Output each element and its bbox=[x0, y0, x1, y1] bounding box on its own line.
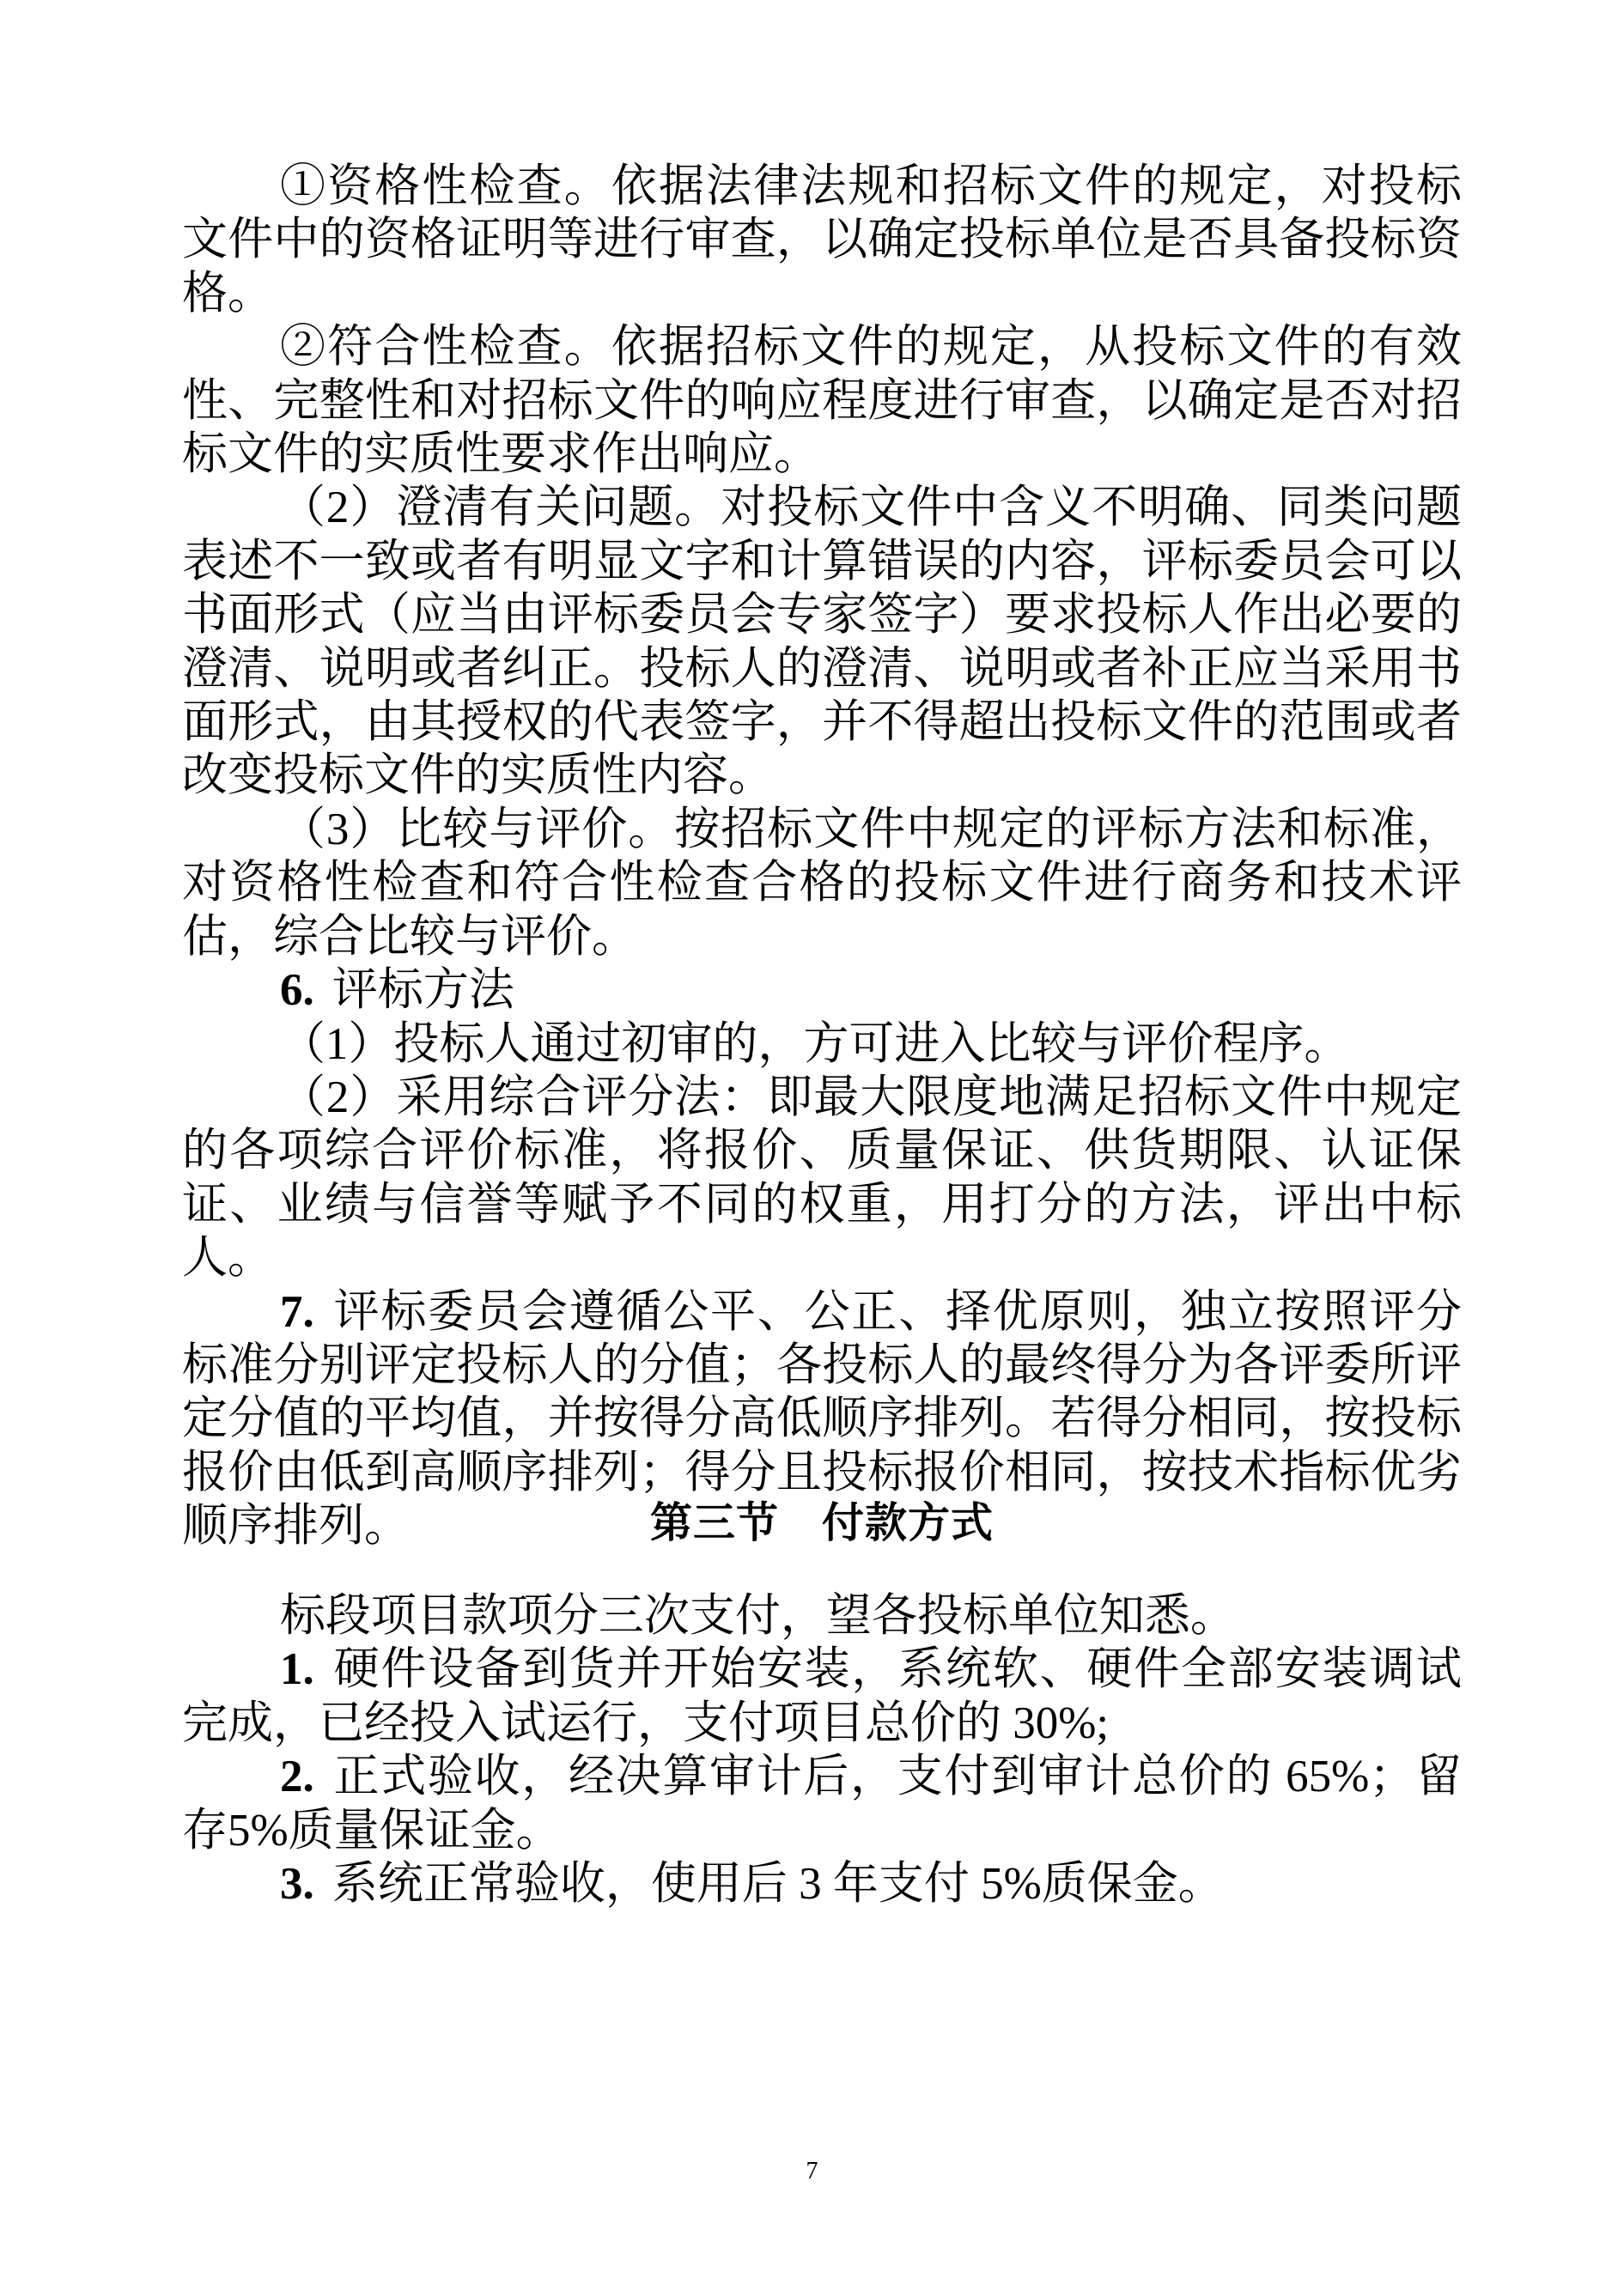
paragraph-text: （1）投标人通过初审的，方可进入比较与评价程序。 bbox=[279, 1018, 1350, 1069]
paragraph-qualification-check bbox=[182, 160, 1462, 320]
paragraph-text: 标段项目款项分三次支付，望各投标单位知悉。 bbox=[279, 1591, 1236, 1641]
paragraph-eval-method-title bbox=[182, 963, 1462, 1017]
paragraph-conformity-check bbox=[182, 320, 1462, 481]
payment-item-text: 硬件设备到货并开始安装，系统软、硬件全部安装调试完成，已经投入试运行，支付项目总价的 30%; bbox=[182, 1644, 1462, 1748]
section-heading: 第三节 付款方式 bbox=[649, 1500, 994, 1546]
payment-item-number: 2. bbox=[279, 1752, 314, 1802]
paragraph-text: 评标方法 bbox=[331, 965, 514, 1016]
paragraph-text: ①资格性检查。依据法律法规和招标文件的规定，对投标文件中的资格证明等进行审查，以确定投标单位是否具备投标资格。 bbox=[182, 161, 1462, 319]
page-number: 7 bbox=[806, 2158, 818, 2184]
paragraph-text: 评标委员会遵循公平、公正、择优原则，独立按照评分标准分别评定投标人的分值；各投标人的最终得分为各评委所评定分值的平均值，并按得分高低顺序排列。若得分相同，按投标报价由低到高顺序排列；得分且投标报价相同，按技术指标优劣顺序排列。 bbox=[182, 1286, 1462, 1552]
payment-section bbox=[182, 1589, 1462, 1910]
paragraph-compare-evaluate bbox=[182, 803, 1462, 963]
payment-item-3 bbox=[182, 1857, 1462, 1910]
payment-item-text: 正式验收，经决算审计后，支付到审计总价的 65%；留存5%质量保证金。 bbox=[182, 1752, 1462, 1856]
paragraph-text: （2）采用综合评分法：即最大限度地满足招标文件中规定的各项综合评价标准，将报价、质量保证、供货期限、认证保证、业绩与信誉等赋予不同的权重，用打分的方法，评出中标人。 bbox=[182, 1072, 1462, 1284]
payment-item-1 bbox=[182, 1643, 1462, 1750]
payment-item-text: 系统正常验收，使用后 3 年支付 5%质保金。 bbox=[331, 1859, 1224, 1910]
paragraph-eval-method-2 bbox=[182, 1071, 1462, 1285]
paragraph-text: ②符合性检查。依据招标文件的规定，从投标文件的有效性、完整性和对招标文件的响应程度进行审查，以确定是否对招标文件的实质性要求作出响应。 bbox=[182, 322, 1462, 480]
payment-item-number: 1. bbox=[279, 1644, 314, 1695]
paragraph-number: 7. bbox=[279, 1286, 314, 1337]
paragraph-eval-method-1 bbox=[182, 1017, 1462, 1071]
payment-item-number: 3. bbox=[279, 1859, 314, 1910]
payment-item-2 bbox=[182, 1750, 1462, 1857]
evaluation-section bbox=[182, 160, 1462, 1553]
paragraph-text: （2）澄清有关问题。对投标文件中含义不明确、同类问题表述不一致或者有明显文字和计算错误的内容，评标委员会可以书面形式（应当由评标委员会专家签字）要求投标人作出必要的澄清、说明或者纠正。投标人的澄清、说明或者补正应当采用书面形式，由其授权的代表签字，并不得超出投标文件的范围或者改变投标文件的实质性内容。 bbox=[182, 483, 1462, 801]
paragraph-clarification bbox=[182, 481, 1462, 802]
paragraph-text: （3）比较与评价。按招标文件中规定的评标方法和标准，对资格性检查和符合性检查合格的投标文件进行商务和技术评估，综合比较与评价。 bbox=[182, 804, 1462, 962]
paragraph-number: 6. bbox=[279, 965, 314, 1016]
payment-intro bbox=[182, 1589, 1462, 1643]
